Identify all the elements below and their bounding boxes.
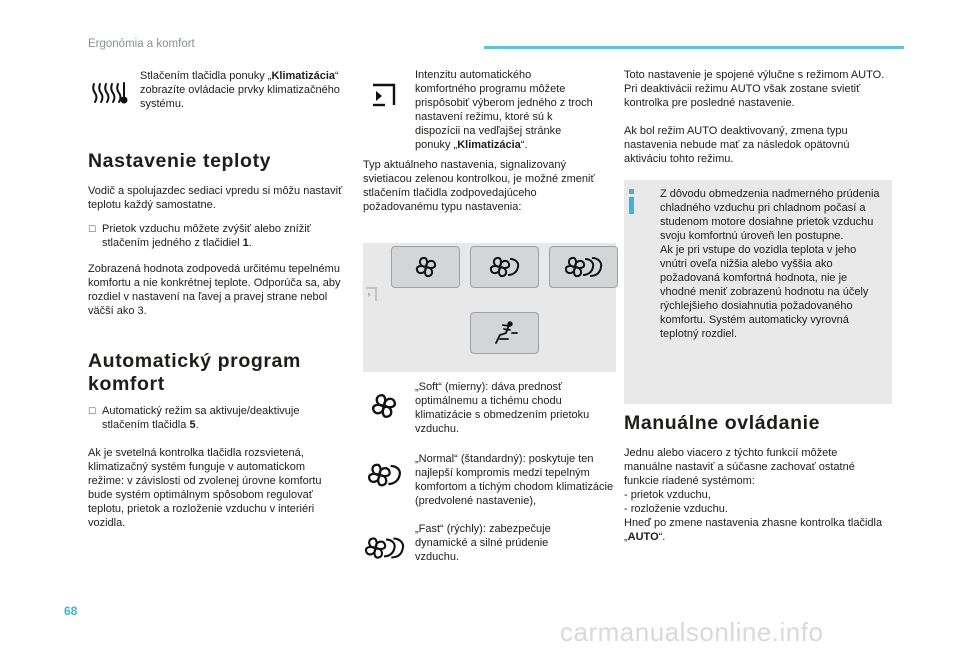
normal-fan-icon (367, 460, 403, 490)
checkbox-bullet-icon: ☐ (88, 224, 97, 234)
info-icon (628, 189, 636, 214)
intensity-text: Intenzitu automatického komfortného programu môžete prispôsobiť výberom jedného z troch nastavení režimu, ktoré sú k dispozícii na vedľajšej stránke ponuky „Klimatizácia“. (415, 69, 593, 151)
value-paragraph: Zobrazená hodnota zodpovedá určitému tepelnému komfortu a nie konkrétnej teplote. Odporúča sa, aby rozdiel v nastavení na ľavej a pravej strane nebol väčší ako 3. (88, 263, 341, 317)
seat-airflow-icon (492, 321, 518, 345)
heading-temperature: Nastavenie teploty (88, 150, 272, 172)
fast-fan-icon (364, 533, 406, 563)
page-number: 68 (64, 604, 78, 618)
checkbox-bullet-icon: ☐ (88, 406, 97, 416)
panel-edge-tab (364, 273, 382, 315)
soft-description: „Soft“ (mierny): dáva prednosť optimálnemu a tichému chodu klimatizácie s obmedzením prietoku vzduchu. (415, 381, 590, 435)
heading-auto-program: Automatický program komfort (88, 350, 301, 395)
fan-1-icon (415, 256, 437, 278)
fast-button[interactable] (549, 246, 618, 288)
watermark: carmanualsonline.info (560, 617, 824, 647)
section-title: Ergonómia a komfort (88, 38, 195, 50)
soft-fan-icon (369, 391, 399, 421)
manual-paragraph: Jednu alebo viacero z týchto funkcií môžete manuálne nastaviť a súčasne zachovať ostatné funkcie riadené systémom: - prietok vzduchu, - rozloženie vzduchu. Hneď po zmene nastavenia zhasne kontrolka tlačidla „AUTO“. (624, 447, 883, 543)
fan-2-icon (489, 256, 521, 278)
auto-comfort-button[interactable] (470, 312, 539, 354)
normal-button[interactable] (470, 246, 539, 288)
normal-description: „Normal“ (štandardný): poskytuje ten najlepší kompromis medzi tepelným komfortom a tichým chodom klimatizácie (predvolené nastavenie), (415, 453, 614, 507)
auto-paragraph: Ak je svetelná kontrolka tlačidla rozsvietená, klimatizačný systém funguje v automatickom režime: v závislosti od zvolenej úrovne komfortu bude systém optimálnym spôsobom regulovať teplotu, prietok a rozloženie vzduchu v interiéri vozidla. (88, 447, 322, 529)
comfort-panel (363, 243, 616, 372)
intro-text: Stlačením tlačidla ponuky „Klimatizácia“ zobrazíte ovládacie prvky klimatizačného systému. (140, 70, 340, 110)
info-note-text: Z dôvodu obmedzenia nadmerného prúdenia chladného vzduchu pri chladnom počasí a studenom motore dosiahne prietok vzduchu svoju komfortnú úroveň len postupne. Ak je pri vstupe do vozidla teplota v jeho vnútri oveľa nižšia alebo vyššia ako požadovaná komfortná hodnota, nie je vhodné meniť zobrazenú hodnotu na účely rýchlejšieho dosiahnutia požadovaného komfortu. Systém automaticky vyrovná teplotný rozdiel. (660, 188, 880, 340)
climate-menu-icon (90, 78, 130, 108)
auto-deactivated-paragraph: Ak bol režim AUTO deaktivovaný, zmena typu nastavenia nebude mať za následok opätovnú aktiváciu tohto režimu. (624, 125, 850, 165)
header-accent-bar (484, 46, 904, 49)
fast-description: „Fast“ (rýchly): zabezpečuje dynamické a silné prúdenie vzduchu. (415, 523, 551, 563)
setting-type-paragraph: Typ aktuálneho nastavenia, signalizovaný svietiacou zelenou kontrolkou, je možné zmeniť stlačením tlačidla zodpovedajúceho požadovanému typu nastavenia: (363, 159, 595, 213)
auto-bullet: ☐ Automatický režim sa aktivuje/deaktivuje stlačením tlačidla 5. (88, 405, 300, 431)
temp-paragraph: Vodič a spolujazdec sediaci vpredu si môžu nastaviť teplotu každý samostatne. (88, 185, 343, 211)
temp-bullet: ☐ Prietok vzduchu môžete zvýšiť alebo znížiť stlačením jedného z tlačidiel 1. (88, 223, 311, 249)
heading-manual-control: Manuálne ovládanie (624, 412, 821, 434)
auto-link-paragraph: Toto nastavenie je spojené výlučne s režimom AUTO. Pri deaktivácii režimu AUTO však zostane svietiť kontrolka pre posledné nastavenie. (624, 69, 885, 109)
soft-button[interactable] (391, 246, 460, 288)
submenu-arrow-icon (369, 80, 399, 110)
fan-3-icon (564, 256, 604, 278)
